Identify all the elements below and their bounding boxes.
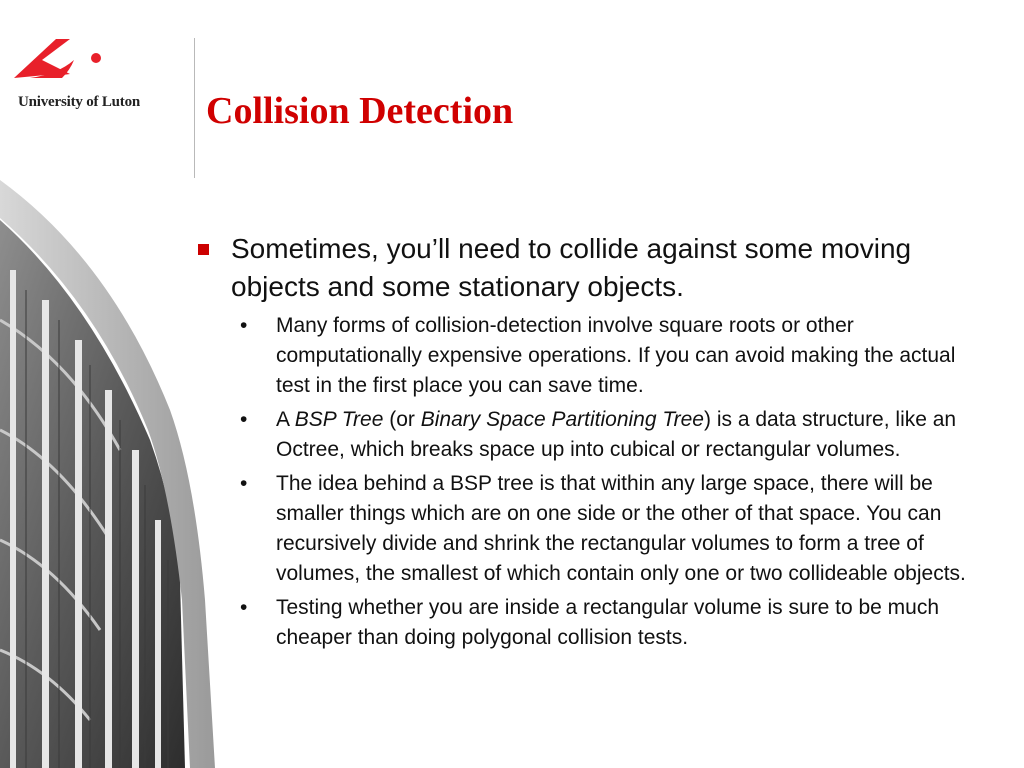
sub-bullet-text-prefix: A	[276, 408, 295, 431]
bullet-dot-icon: •	[240, 472, 248, 495]
slide-title: Collision Detection	[206, 90, 514, 132]
sub-bullet-item	[240, 469, 994, 589]
logo-text: University of Luton	[18, 94, 141, 110]
bullet-dot-icon: •	[240, 314, 248, 337]
bsp-full-term: Binary Space Partitioning Tree	[420, 408, 704, 431]
bullet-dot-icon: •	[240, 596, 248, 619]
sub-bullet-item	[240, 311, 994, 401]
sub-bullet-item	[240, 593, 994, 653]
sub-bullet-list	[194, 311, 994, 653]
header-divider	[194, 38, 195, 178]
sub-bullet-text: Testing whether you are inside a rectangular volume is sure to be much cheaper than doing polygonal collision tests.	[276, 596, 940, 649]
sub-bullet-text-paren: (or	[383, 408, 421, 431]
main-bullet-text: Sometimes, you’ll need to collide against some moving objects and some stationary objects.	[231, 233, 912, 302]
sub-bullet-text: Many forms of collision-detection involve square roots or other computationally expensive operations. If you can avoid making the actual test in the first place you can save time.	[276, 314, 956, 397]
square-bullet-icon	[198, 244, 209, 255]
slide-content	[194, 230, 994, 657]
sub-bullet-text: The idea behind a BSP tree is that within any large space, there will be smaller things which are on one side or the other of that space. You can recursively divide and shrink the rectangular volumes to form a tree of volumes, the smallest of which contain only one or two collideable objects.	[276, 472, 966, 585]
university-logo-icon	[12, 34, 112, 90]
bsp-tree-term: BSP Tree	[294, 408, 384, 431]
building-photo	[0, 180, 215, 768]
main-bullet-item	[194, 230, 994, 306]
sub-bullet-item	[240, 405, 994, 465]
sub-bullet-text-suffix: ) is a data structure, like an Octree, which breaks space up into cubical or rectangular volumes.	[276, 408, 957, 461]
bullet-dot-icon: •	[240, 408, 248, 431]
